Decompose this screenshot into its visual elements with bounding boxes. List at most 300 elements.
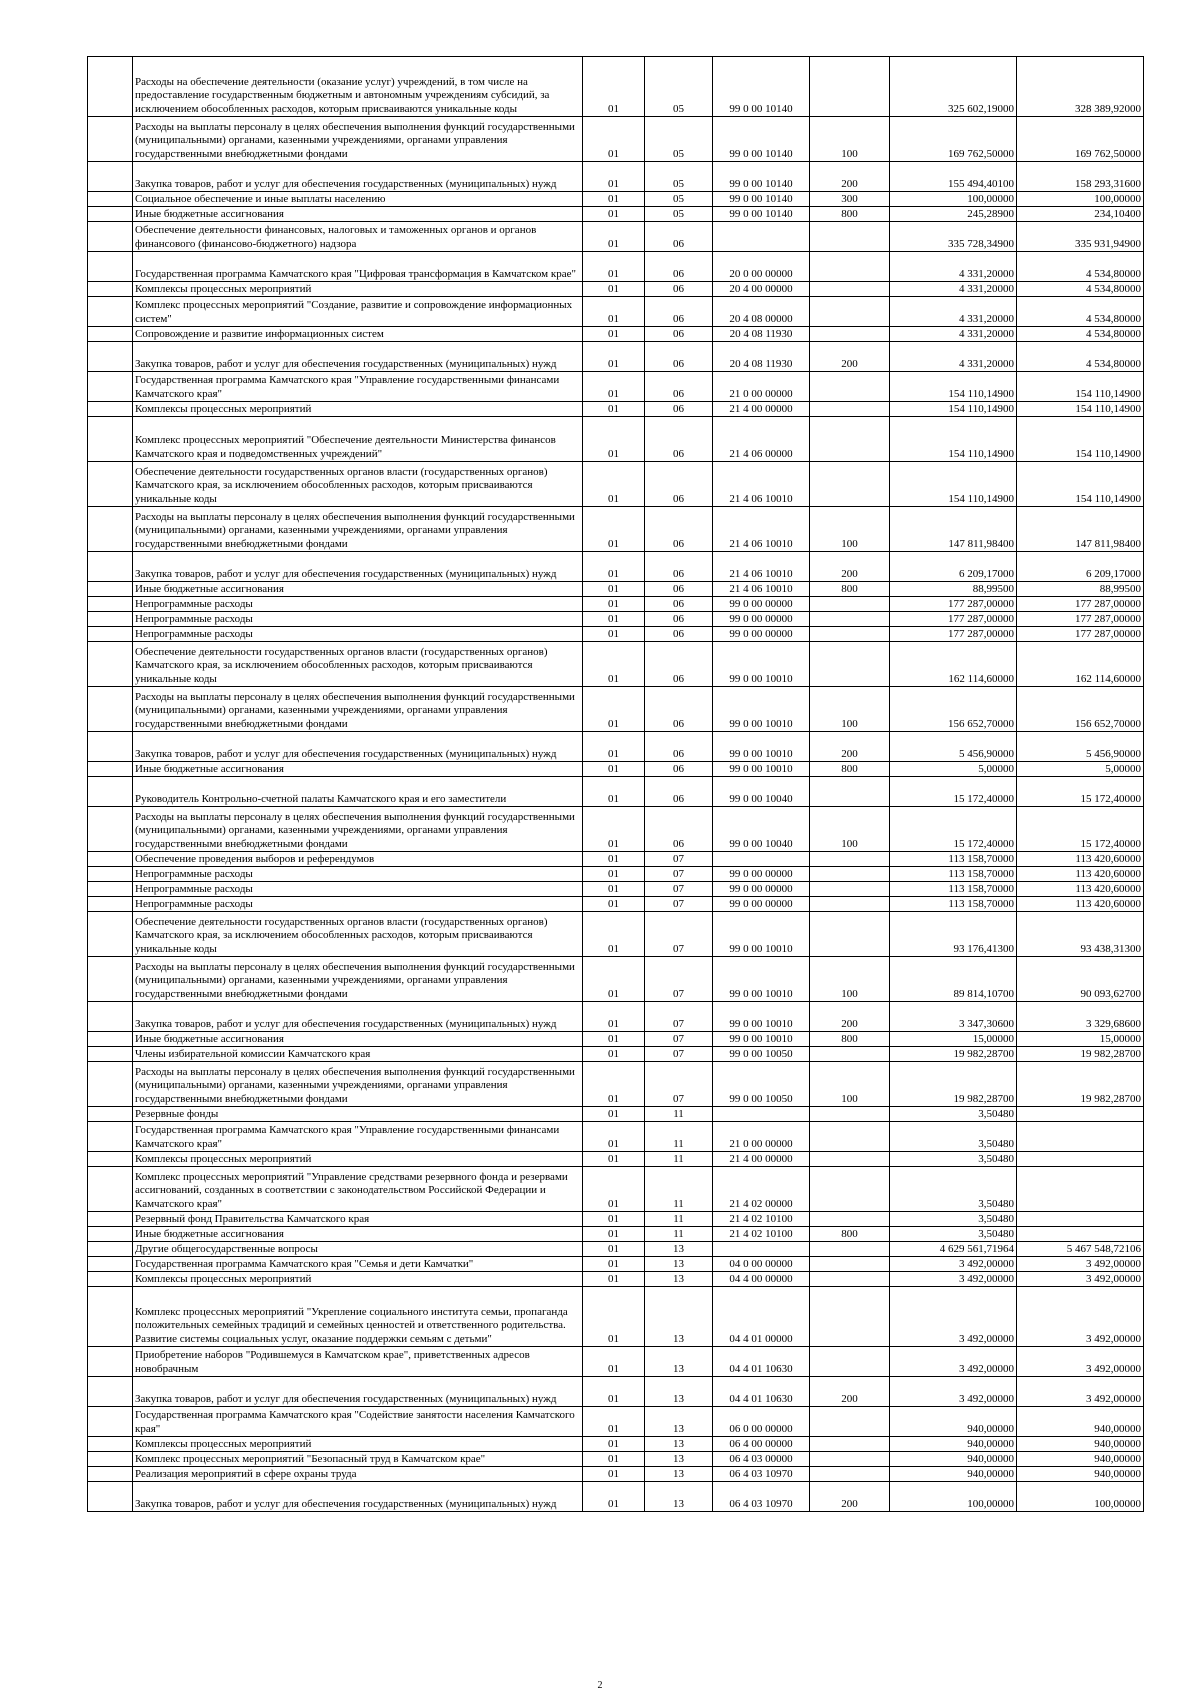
row-amount-year2: 5 467 548,72106 xyxy=(1017,1242,1144,1257)
row-blank-cell xyxy=(88,777,133,807)
row-subsection: 07 xyxy=(645,1062,713,1107)
row-target-code: 06 0 00 00000 xyxy=(713,1407,810,1437)
row-section: 01 xyxy=(583,1002,645,1032)
row-amount-year1: 325 602,19000 xyxy=(890,57,1017,117)
row-blank-cell xyxy=(88,1257,133,1272)
table-row xyxy=(88,462,1144,507)
row-description: Иные бюджетные ассигнования xyxy=(133,1032,583,1047)
row-target-code: 99 0 00 10010 xyxy=(713,957,810,1002)
table-row xyxy=(88,1467,1144,1482)
row-blank-cell xyxy=(88,1347,133,1377)
row-expense-type xyxy=(810,297,890,327)
table-row xyxy=(88,327,1144,342)
row-description: Непрограммные расходы xyxy=(133,882,583,897)
row-section: 01 xyxy=(583,1407,645,1437)
row-section: 01 xyxy=(583,852,645,867)
row-subsection: 06 xyxy=(645,582,713,597)
row-subsection: 07 xyxy=(645,897,713,912)
row-blank-cell xyxy=(88,1167,133,1212)
row-section: 01 xyxy=(583,297,645,327)
row-target-code: 99 0 00 10140 xyxy=(713,57,810,117)
row-amount-year2: 335 931,94900 xyxy=(1017,222,1144,252)
row-subsection: 13 xyxy=(645,1377,713,1407)
row-blank-cell xyxy=(88,1032,133,1047)
row-description: Комплексы процессных мероприятий xyxy=(133,1152,583,1167)
row-section: 01 xyxy=(583,957,645,1002)
row-section: 01 xyxy=(583,1437,645,1452)
row-amount-year1: 4 331,20000 xyxy=(890,327,1017,342)
row-description: Расходы на выплаты персоналу в целях обеспечения выполнения функций государственными (муниципальными) органами, казенными учреждениями, органами управления государственными внебюджетными фондами xyxy=(133,807,583,852)
table-row xyxy=(88,627,1144,642)
row-amount-year2: 4 534,80000 xyxy=(1017,252,1144,282)
row-target-code: 99 0 00 10010 xyxy=(713,762,810,777)
row-blank-cell xyxy=(88,1122,133,1152)
row-section: 01 xyxy=(583,612,645,627)
row-section: 01 xyxy=(583,1227,645,1242)
row-section: 01 xyxy=(583,1257,645,1272)
row-blank-cell xyxy=(88,867,133,882)
row-section: 01 xyxy=(583,192,645,207)
row-section: 01 xyxy=(583,252,645,282)
row-subsection: 07 xyxy=(645,912,713,957)
table-row xyxy=(88,1032,1144,1047)
row-expense-type xyxy=(810,612,890,627)
row-amount-year1: 19 982,28700 xyxy=(890,1062,1017,1107)
row-amount-year1: 940,00000 xyxy=(890,1452,1017,1467)
row-expense-type xyxy=(810,372,890,402)
row-blank-cell xyxy=(88,402,133,417)
row-expense-type xyxy=(810,57,890,117)
row-target-code: 20 4 00 00000 xyxy=(713,282,810,297)
table-row xyxy=(88,1107,1144,1122)
table-row xyxy=(88,1452,1144,1467)
row-amount-year1: 93 176,41300 xyxy=(890,912,1017,957)
row-description: Государственная программа Камчатского края "Управление государственными финансами Камчатского края" xyxy=(133,1122,583,1152)
row-description: Комплекс процессных мероприятий "Создание, развитие и сопровождение информационных систем" xyxy=(133,297,583,327)
row-amount-year1: 100,00000 xyxy=(890,1482,1017,1512)
row-description: Непрограммные расходы xyxy=(133,897,583,912)
row-blank-cell xyxy=(88,1377,133,1407)
row-subsection: 11 xyxy=(645,1152,713,1167)
row-expense-type xyxy=(810,1242,890,1257)
row-amount-year1: 4 331,20000 xyxy=(890,342,1017,372)
row-expense-type xyxy=(810,1347,890,1377)
row-description: Непрограммные расходы xyxy=(133,627,583,642)
row-section: 01 xyxy=(583,1272,645,1287)
row-target-code: 20 0 00 00000 xyxy=(713,252,810,282)
row-amount-year1: 3,50480 xyxy=(890,1122,1017,1152)
row-subsection: 13 xyxy=(645,1452,713,1467)
table-row xyxy=(88,1122,1144,1152)
row-blank-cell xyxy=(88,327,133,342)
row-expense-type xyxy=(810,882,890,897)
table-row xyxy=(88,282,1144,297)
row-expense-type xyxy=(810,777,890,807)
row-expense-type: 100 xyxy=(810,807,890,852)
row-section: 01 xyxy=(583,1107,645,1122)
row-amount-year2: 4 534,80000 xyxy=(1017,297,1144,327)
row-blank-cell xyxy=(88,417,133,462)
row-section: 01 xyxy=(583,417,645,462)
row-amount-year2 xyxy=(1017,1167,1144,1212)
row-subsection: 11 xyxy=(645,1107,713,1122)
row-amount-year2 xyxy=(1017,1152,1144,1167)
row-target-code: 06 4 00 00000 xyxy=(713,1437,810,1452)
table-row xyxy=(88,1047,1144,1062)
table-row xyxy=(88,417,1144,462)
row-section: 01 xyxy=(583,1212,645,1227)
row-description: Закупка товаров, работ и услуг для обеспечения государственных (муниципальных) нужд xyxy=(133,1482,583,1512)
row-target-code: 06 4 03 10970 xyxy=(713,1482,810,1512)
row-amount-year2: 100,00000 xyxy=(1017,1482,1144,1512)
row-expense-type xyxy=(810,417,890,462)
row-blank-cell xyxy=(88,117,133,162)
row-section: 01 xyxy=(583,1047,645,1062)
row-description: Комплексы процессных мероприятий xyxy=(133,1437,583,1452)
row-expense-type xyxy=(810,327,890,342)
row-expense-type xyxy=(810,1122,890,1152)
row-amount-year1: 6 209,17000 xyxy=(890,552,1017,582)
row-subsection: 05 xyxy=(645,192,713,207)
row-target-code: 21 4 02 10100 xyxy=(713,1227,810,1242)
row-expense-type xyxy=(810,852,890,867)
row-amount-year2: 15 172,40000 xyxy=(1017,777,1144,807)
row-subsection: 06 xyxy=(645,627,713,642)
row-amount-year1: 3 492,00000 xyxy=(890,1272,1017,1287)
row-amount-year2: 169 762,50000 xyxy=(1017,117,1144,162)
row-subsection: 07 xyxy=(645,867,713,882)
row-expense-type xyxy=(810,897,890,912)
row-amount-year1: 940,00000 xyxy=(890,1467,1017,1482)
table-row xyxy=(88,1257,1144,1272)
table-row xyxy=(88,1287,1144,1347)
row-description: Комплексы процессных мероприятий xyxy=(133,402,583,417)
table-row xyxy=(88,1407,1144,1437)
row-description: Закупка товаров, работ и услуг для обеспечения государственных (муниципальных) нужд xyxy=(133,1002,583,1032)
row-expense-type: 800 xyxy=(810,762,890,777)
row-target-code: 99 0 00 00000 xyxy=(713,627,810,642)
row-target-code: 99 0 00 00000 xyxy=(713,597,810,612)
row-description: Непрограммные расходы xyxy=(133,597,583,612)
row-subsection: 11 xyxy=(645,1122,713,1152)
row-description: Закупка товаров, работ и услуг для обеспечения государственных (муниципальных) нужд xyxy=(133,732,583,762)
row-amount-year1: 154 110,14900 xyxy=(890,372,1017,402)
row-description: Государственная программа Камчатского края "Содействие занятости населения Камчатского края" xyxy=(133,1407,583,1437)
table-body xyxy=(88,57,1144,1512)
table-row xyxy=(88,1062,1144,1107)
row-target-code: 99 0 00 00000 xyxy=(713,882,810,897)
row-subsection: 13 xyxy=(645,1272,713,1287)
row-amount-year1: 3,50480 xyxy=(890,1152,1017,1167)
row-blank-cell xyxy=(88,57,133,117)
table-row xyxy=(88,1437,1144,1452)
row-expense-type xyxy=(810,1407,890,1437)
row-section: 01 xyxy=(583,162,645,192)
row-target-code: 99 0 00 10140 xyxy=(713,162,810,192)
row-description: Члены избирательной комиссии Камчатского края xyxy=(133,1047,583,1062)
row-description: Комплекс процессных мероприятий "Безопасный труд в Камчатском крае" xyxy=(133,1452,583,1467)
row-amount-year1: 155 494,40100 xyxy=(890,162,1017,192)
row-description: Расходы на выплаты персоналу в целях обеспечения выполнения функций государственными (муниципальными) органами, казенными учреждениями, органами управления государственными внебюджетными фондами xyxy=(133,687,583,732)
row-description: Приобретение наборов "Родившемуся в Камчатском крае", приветственных адресов новобрачным xyxy=(133,1347,583,1377)
row-amount-year2: 5,00000 xyxy=(1017,762,1144,777)
table-row xyxy=(88,552,1144,582)
row-subsection: 06 xyxy=(645,612,713,627)
row-description: Иные бюджетные ассигнования xyxy=(133,762,583,777)
row-subsection: 11 xyxy=(645,1167,713,1212)
row-description: Комплекс процессных мероприятий "Укрепление социального института семьи, пропаганда положительных семейных традиций и семейных ценностей и ответственного родительства. Развитие системы социальных услуг, оказание поддержки семьям с детьми" xyxy=(133,1287,583,1347)
row-expense-type xyxy=(810,282,890,297)
row-amount-year2 xyxy=(1017,1122,1144,1152)
row-subsection: 13 xyxy=(645,1467,713,1482)
row-amount-year1: 88,99500 xyxy=(890,582,1017,597)
row-amount-year2: 113 420,60000 xyxy=(1017,867,1144,882)
row-amount-year1: 15 172,40000 xyxy=(890,807,1017,852)
row-target-code: 21 4 00 00000 xyxy=(713,402,810,417)
row-description: Государственная программа Камчатского края "Цифровая трансформация в Камчатском крае" xyxy=(133,252,583,282)
row-subsection: 06 xyxy=(645,462,713,507)
row-description: Непрограммные расходы xyxy=(133,867,583,882)
row-expense-type xyxy=(810,1437,890,1452)
row-section: 01 xyxy=(583,207,645,222)
table-row xyxy=(88,162,1144,192)
row-section: 01 xyxy=(583,777,645,807)
row-section: 01 xyxy=(583,807,645,852)
row-amount-year1: 4 331,20000 xyxy=(890,297,1017,327)
row-section: 01 xyxy=(583,762,645,777)
row-amount-year1: 3 492,00000 xyxy=(890,1347,1017,1377)
row-description: Комплекс процессных мероприятий "Обеспечение деятельности Министерства финансов Камчатского края и подведомственных учреждений" xyxy=(133,417,583,462)
row-expense-type: 100 xyxy=(810,687,890,732)
row-description: Закупка товаров, работ и услуг для обеспечения государственных (муниципальных) нужд xyxy=(133,552,583,582)
row-target-code: 21 4 06 10010 xyxy=(713,507,810,552)
row-amount-year2: 3 492,00000 xyxy=(1017,1287,1144,1347)
table-row xyxy=(88,1242,1144,1257)
table-row xyxy=(88,1482,1144,1512)
row-description: Комплекс процессных мероприятий "Управление средствами резервного фонда и резервами ассигнований, созданных в соответствии с законодательством Российской Федерации и Камчатского края" xyxy=(133,1167,583,1212)
row-blank-cell xyxy=(88,462,133,507)
row-target-code: 99 0 00 10140 xyxy=(713,207,810,222)
row-section: 01 xyxy=(583,1377,645,1407)
row-subsection: 06 xyxy=(645,732,713,762)
table-row xyxy=(88,582,1144,597)
row-target-code: 99 0 00 00000 xyxy=(713,612,810,627)
row-target-code: 99 0 00 00000 xyxy=(713,867,810,882)
table-row xyxy=(88,507,1144,552)
row-section: 01 xyxy=(583,627,645,642)
row-amount-year1: 3,50480 xyxy=(890,1227,1017,1242)
row-expense-type xyxy=(810,1212,890,1227)
row-section: 01 xyxy=(583,1032,645,1047)
row-description: Обеспечение деятельности государственных органов власти (государственных органов) Камчатского края, за исключением обособленных расходов, которым присваиваются уникальные коды xyxy=(133,912,583,957)
row-description: Расходы на выплаты персоналу в целях обеспечения выполнения функций государственными (муниципальными) органами, казенными учреждениями, органами управления государственными внебюджетными фондами xyxy=(133,957,583,1002)
row-section: 01 xyxy=(583,342,645,372)
row-section: 01 xyxy=(583,402,645,417)
row-section: 01 xyxy=(583,117,645,162)
row-target-code: 99 0 00 10010 xyxy=(713,687,810,732)
row-blank-cell xyxy=(88,687,133,732)
row-amount-year2: 113 420,60000 xyxy=(1017,897,1144,912)
row-expense-type: 800 xyxy=(810,1032,890,1047)
row-amount-year2: 88,99500 xyxy=(1017,582,1144,597)
row-section: 01 xyxy=(583,462,645,507)
row-amount-year1: 177 287,00000 xyxy=(890,612,1017,627)
row-amount-year1: 113 158,70000 xyxy=(890,852,1017,867)
row-target-code xyxy=(713,1242,810,1257)
row-expense-type: 200 xyxy=(810,162,890,192)
row-subsection: 06 xyxy=(645,762,713,777)
row-blank-cell xyxy=(88,507,133,552)
page-number: 2 xyxy=(597,1680,603,1691)
row-amount-year1: 169 762,50000 xyxy=(890,117,1017,162)
row-section: 01 xyxy=(583,597,645,612)
row-amount-year1: 177 287,00000 xyxy=(890,597,1017,612)
row-amount-year2: 15,00000 xyxy=(1017,1032,1144,1047)
row-amount-year1: 3 492,00000 xyxy=(890,1287,1017,1347)
table-row xyxy=(88,297,1144,327)
row-blank-cell xyxy=(88,807,133,852)
table-row xyxy=(88,807,1144,852)
table-row xyxy=(88,252,1144,282)
row-blank-cell xyxy=(88,642,133,687)
row-amount-year1: 113 158,70000 xyxy=(890,897,1017,912)
row-target-code: 21 0 00 00000 xyxy=(713,372,810,402)
row-target-code xyxy=(713,222,810,252)
row-section: 01 xyxy=(583,897,645,912)
row-subsection: 06 xyxy=(645,642,713,687)
row-description: Социальное обеспечение и иные выплаты населению xyxy=(133,192,583,207)
row-amount-year1: 5 456,90000 xyxy=(890,732,1017,762)
table-row xyxy=(88,222,1144,252)
row-section: 01 xyxy=(583,687,645,732)
table-row xyxy=(88,687,1144,732)
row-description: Руководитель Контрольно-счетной палаты Камчатского края и его заместители xyxy=(133,777,583,807)
row-subsection: 06 xyxy=(645,252,713,282)
row-target-code: 99 0 00 10040 xyxy=(713,777,810,807)
row-target-code: 21 4 00 00000 xyxy=(713,1152,810,1167)
row-subsection: 06 xyxy=(645,687,713,732)
row-section: 01 xyxy=(583,1347,645,1377)
row-expense-type xyxy=(810,402,890,417)
row-section: 01 xyxy=(583,507,645,552)
table-row xyxy=(88,192,1144,207)
row-amount-year2: 3 492,00000 xyxy=(1017,1272,1144,1287)
row-blank-cell xyxy=(88,162,133,192)
row-amount-year2: 93 438,31300 xyxy=(1017,912,1144,957)
row-amount-year1: 154 110,14900 xyxy=(890,462,1017,507)
row-description: Государственная программа Камчатского края "Семья и дети Камчатки" xyxy=(133,1257,583,1272)
table-row xyxy=(88,762,1144,777)
row-amount-year2: 154 110,14900 xyxy=(1017,372,1144,402)
row-expense-type: 200 xyxy=(810,1002,890,1032)
table-row xyxy=(88,402,1144,417)
row-amount-year1: 19 982,28700 xyxy=(890,1047,1017,1062)
row-blank-cell xyxy=(88,732,133,762)
row-amount-year1: 3,50480 xyxy=(890,1167,1017,1212)
table-row xyxy=(88,342,1144,372)
row-subsection: 07 xyxy=(645,1047,713,1062)
row-expense-type xyxy=(810,867,890,882)
row-target-code xyxy=(713,852,810,867)
row-subsection: 06 xyxy=(645,417,713,462)
row-target-code: 06 4 03 00000 xyxy=(713,1452,810,1467)
budget-table xyxy=(87,56,1144,1512)
row-target-code: 99 0 00 10010 xyxy=(713,732,810,762)
row-expense-type: 200 xyxy=(810,732,890,762)
row-amount-year1: 113 158,70000 xyxy=(890,867,1017,882)
row-target-code: 21 0 00 00000 xyxy=(713,1122,810,1152)
row-expense-type xyxy=(810,1452,890,1467)
row-amount-year1: 4 331,20000 xyxy=(890,282,1017,297)
row-amount-year1: 335 728,34900 xyxy=(890,222,1017,252)
row-expense-type xyxy=(810,1047,890,1062)
row-subsection: 06 xyxy=(645,222,713,252)
row-blank-cell xyxy=(88,1047,133,1062)
row-section: 01 xyxy=(583,1467,645,1482)
row-subsection: 07 xyxy=(645,1002,713,1032)
row-blank-cell xyxy=(88,1437,133,1452)
row-target-code: 99 0 00 10050 xyxy=(713,1047,810,1062)
row-target-code: 99 0 00 00000 xyxy=(713,897,810,912)
row-subsection: 13 xyxy=(645,1287,713,1347)
row-subsection: 06 xyxy=(645,777,713,807)
row-blank-cell xyxy=(88,252,133,282)
row-subsection: 05 xyxy=(645,117,713,162)
row-blank-cell xyxy=(88,1242,133,1257)
row-description: Расходы на обеспечение деятельности (оказание услуг) учреждений, в том числе на предоставление государственным бюджетным и автономным учреждениям субсидий, за исключением обособленных расходов, которым присваиваются уникальные коды xyxy=(133,57,583,117)
row-description: Обеспечение проведения выборов и референдумов xyxy=(133,852,583,867)
table-row xyxy=(88,1347,1144,1377)
row-amount-year2: 4 534,80000 xyxy=(1017,282,1144,297)
row-blank-cell xyxy=(88,627,133,642)
row-amount-year1: 100,00000 xyxy=(890,192,1017,207)
table-row xyxy=(88,1152,1144,1167)
row-amount-year1: 113 158,70000 xyxy=(890,882,1017,897)
row-target-code: 99 0 00 10010 xyxy=(713,1032,810,1047)
row-blank-cell xyxy=(88,912,133,957)
row-subsection: 06 xyxy=(645,552,713,582)
row-section: 01 xyxy=(583,327,645,342)
row-section: 01 xyxy=(583,1242,645,1257)
row-target-code: 04 4 01 10630 xyxy=(713,1347,810,1377)
row-subsection: 06 xyxy=(645,597,713,612)
row-expense-type: 200 xyxy=(810,1482,890,1512)
row-subsection: 07 xyxy=(645,852,713,867)
row-blank-cell xyxy=(88,282,133,297)
row-target-code: 21 4 06 10010 xyxy=(713,582,810,597)
row-description: Закупка товаров, работ и услуг для обеспечения государственных (муниципальных) нужд xyxy=(133,342,583,372)
row-amount-year2: 156 652,70000 xyxy=(1017,687,1144,732)
row-amount-year2: 3 492,00000 xyxy=(1017,1347,1144,1377)
row-amount-year2: 177 287,00000 xyxy=(1017,627,1144,642)
row-expense-type: 200 xyxy=(810,342,890,372)
row-amount-year2: 158 293,31600 xyxy=(1017,162,1144,192)
row-section: 01 xyxy=(583,552,645,582)
row-amount-year2: 3 492,00000 xyxy=(1017,1257,1144,1272)
row-target-code: 99 0 00 10140 xyxy=(713,192,810,207)
row-amount-year2: 100,00000 xyxy=(1017,192,1144,207)
row-subsection: 11 xyxy=(645,1227,713,1242)
row-amount-year2: 19 982,28700 xyxy=(1017,1062,1144,1107)
table-row xyxy=(88,1377,1144,1407)
table-row xyxy=(88,957,1144,1002)
row-amount-year1: 154 110,14900 xyxy=(890,402,1017,417)
row-amount-year2 xyxy=(1017,1107,1144,1122)
row-expense-type: 100 xyxy=(810,117,890,162)
row-subsection: 07 xyxy=(645,1032,713,1047)
table-row xyxy=(88,642,1144,687)
row-description: Расходы на выплаты персоналу в целях обеспечения выполнения функций государственными (муниципальными) органами, казенными учреждениями, органами управления государственными внебюджетными фондами xyxy=(133,507,583,552)
